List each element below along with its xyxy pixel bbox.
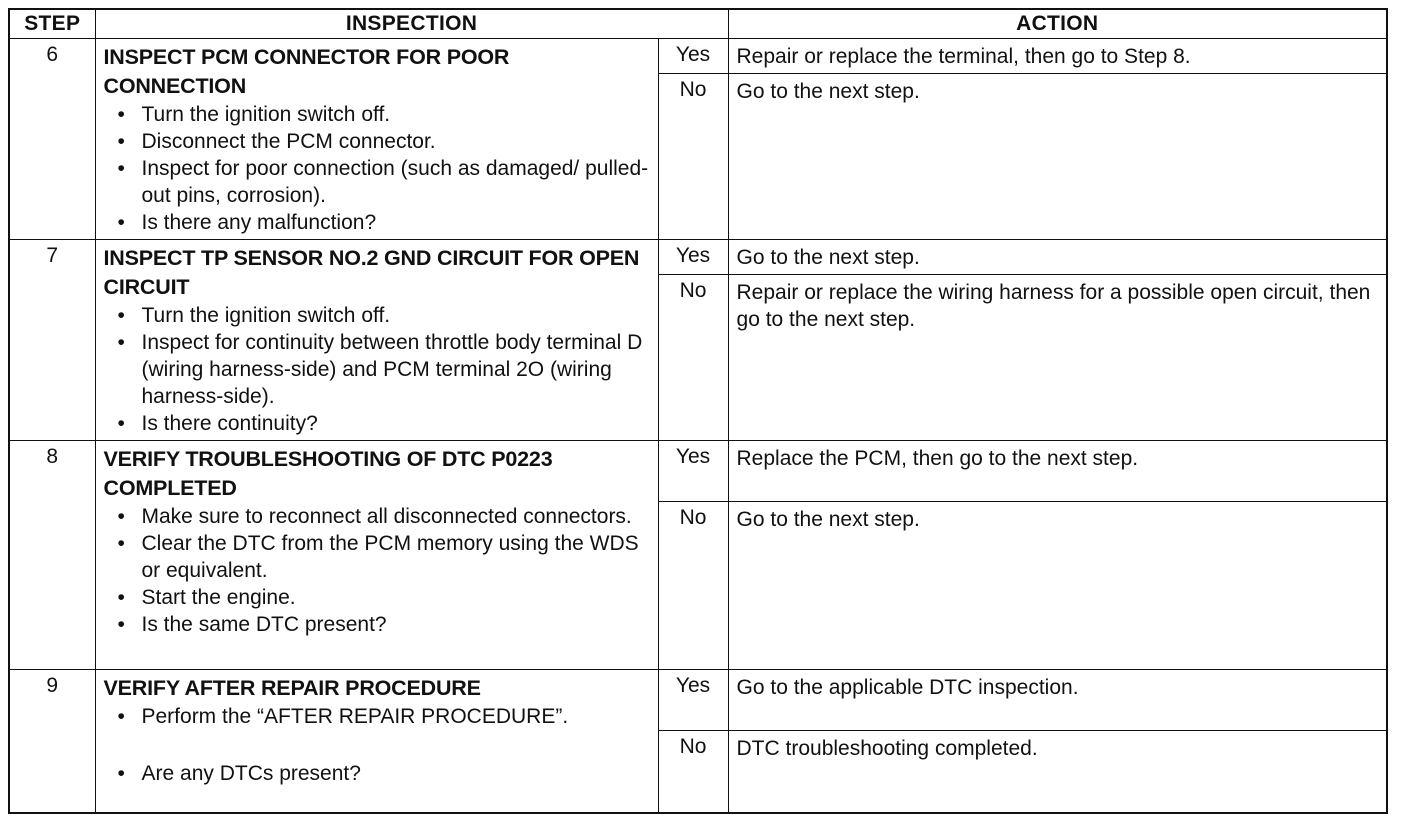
no-label: No [658, 74, 728, 240]
list-item: • Turn the ignition switch off. [118, 302, 652, 329]
inspection-cell [95, 670, 658, 813]
step-number: 7 [9, 240, 95, 441]
list-item: • Make sure to reconnect all disconnected connectors. [118, 503, 652, 530]
inspection-steps [104, 503, 652, 638]
no-label: No [658, 502, 728, 670]
inspection-cell [95, 39, 658, 240]
yes-label: Yes [658, 39, 728, 74]
inspection-cell [95, 441, 658, 670]
list-item: • Inspect for poor connection (such as damaged/ pulled-out pins, corrosion). [118, 155, 652, 209]
header-inspection: INSPECTION [95, 9, 728, 39]
inspection-steps [104, 760, 652, 787]
step-number: 6 [9, 39, 95, 240]
list-item: • Clear the DTC from the PCM memory using the WDS or equivalent. [118, 530, 652, 584]
no-label: No [658, 731, 728, 813]
inspection-title: INSPECT PCM CONNECTOR FOR POOR CONNECTION [103, 45, 510, 98]
no-action: DTC troubleshooting completed. [728, 731, 1387, 813]
yes-label: Yes [658, 240, 728, 275]
table-row [9, 240, 1387, 275]
table-row [9, 441, 1387, 502]
no-action: Go to the next step. [728, 502, 1387, 670]
list-item: • Are any DTCs present? [118, 760, 652, 787]
inspection-cell [95, 240, 658, 441]
list-item: • Start the engine. [118, 584, 652, 611]
list-item: • Is there any malfunction? [118, 209, 652, 236]
list-item: • Inspect for continuity between throttle body terminal D (wiring harness-side) and PCM terminal 2O (wiring harness-side). [118, 329, 652, 410]
inspection-title: VERIFY AFTER REPAIR PROCEDURE [103, 676, 481, 700]
yes-action: Replace the PCM, then go to the next step. [728, 441, 1387, 502]
inspection-steps [104, 302, 652, 437]
inspection-title: INSPECT TP SENSOR NO.2 GND CIRCUIT FOR OPEN CIRCUIT [103, 246, 640, 299]
header-row [9, 9, 1387, 39]
list-item: • Is there continuity? [118, 410, 652, 437]
yes-action: Go to the applicable DTC inspection. [728, 670, 1387, 731]
inspection-table [8, 8, 1388, 814]
header-action: ACTION [728, 9, 1387, 39]
list-item: • Turn the ignition switch off. [118, 101, 652, 128]
inspection-title: VERIFY TROUBLESHOOTING OF DTC P0223 COMPLETED [103, 447, 553, 500]
inspection-steps [104, 101, 652, 236]
no-label: No [658, 275, 728, 441]
yes-label: Yes [658, 670, 728, 731]
table-row [9, 39, 1387, 74]
list-item: • Is the same DTC present? [118, 611, 652, 638]
step-number: 8 [9, 441, 95, 670]
yes-label: Yes [658, 441, 728, 502]
spacer [104, 730, 652, 760]
no-action: Repair or replace the wiring harness for a possible open circuit, then go to the next step. [728, 275, 1387, 441]
header-step: STEP [9, 9, 95, 39]
yes-action: Go to the next step. [728, 240, 1387, 275]
inspection-steps [104, 703, 652, 730]
list-item: • Disconnect the PCM connector. [118, 128, 652, 155]
list-item: • Perform the “AFTER REPAIR PROCEDURE”. [118, 703, 652, 730]
no-action: Go to the next step. [728, 74, 1387, 240]
yes-action: Repair or replace the terminal, then go to Step 8. [728, 39, 1387, 74]
step-number: 9 [9, 670, 95, 813]
table-row [9, 670, 1387, 731]
